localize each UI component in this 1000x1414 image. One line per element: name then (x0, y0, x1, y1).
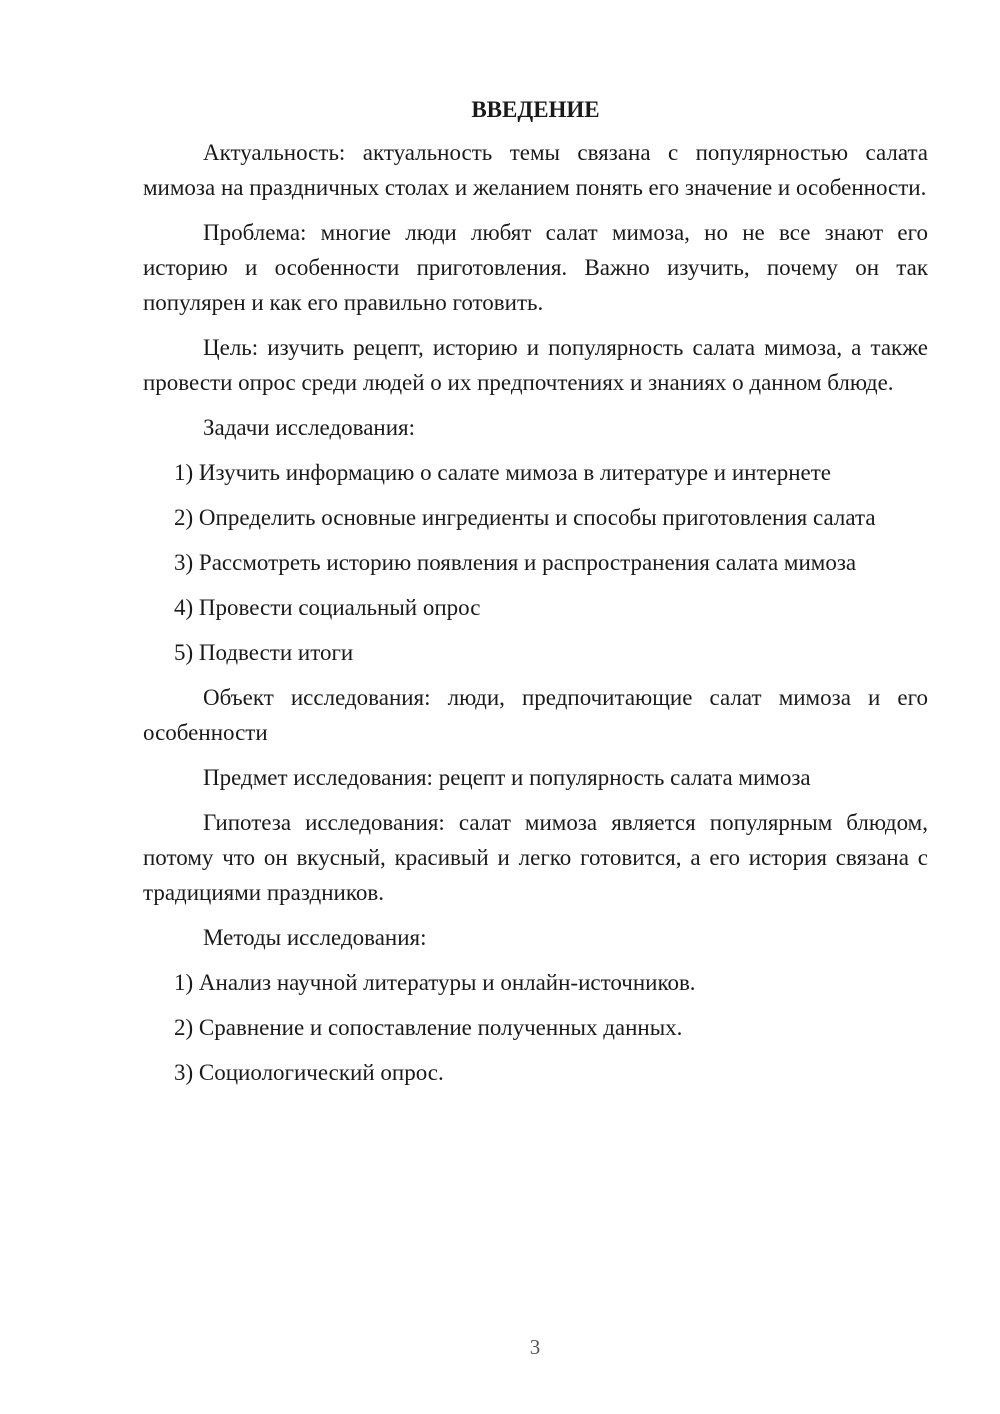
page-content (143, 92, 928, 1100)
relevance-paragraph: Актуальность: актуальность темы связана с популярностью салата мимоза на праздничных столах и желанием понять его значение и особенности. (143, 140, 928, 200)
section-title: ВВЕДЕНИЕ (471, 97, 600, 122)
method-item: 3) Социологический опрос. (174, 1060, 444, 1085)
task-item: 2) Определить основные ингредиенты и способы приготовления салата (174, 505, 876, 530)
page-number: 3 (529, 1335, 541, 1359)
methods-heading: Методы исследования: (203, 925, 427, 950)
task-item: 1) Изучить информацию о салате мимоза в литературе и интернете (174, 460, 832, 485)
subject-paragraph: Предмет исследования: рецепт и популярность салата мимоза (203, 765, 811, 790)
task-item: 3) Рассмотреть историю появления и распространения салата мимоза (174, 550, 857, 575)
hypothesis-paragraph: Гипотеза исследования: салат мимоза является популярным блюдом, потому что он вкусный, красивый и легко готовится, а его история связана с традициями праздников. (143, 810, 928, 905)
tasks-heading: Задачи исследования: (203, 415, 416, 440)
problem-paragraph: Проблема: многие люди любят салат мимоза, но не все знают его историю и особенности приготовления. Важно изучить, почему он так популярен и как его правильно готовить. (143, 220, 928, 315)
object-paragraph: Объект исследования: люди, предпочитающие салат мимоза и его особенности (143, 685, 928, 745)
task-item: 4) Провести социальный опрос (174, 595, 481, 620)
goal-paragraph: Цель: изучить рецепт, историю и популярность салата мимоза, а также провести опрос среди людей о их предпочтениях и знаниях о данном блюде. (143, 335, 928, 395)
method-item: 2) Сравнение и сопоставление полученных данных. (174, 1015, 683, 1040)
method-item: 1) Анализ научной литературы и онлайн-источников. (174, 970, 696, 995)
task-item: 5) Подвести итоги (174, 640, 354, 665)
